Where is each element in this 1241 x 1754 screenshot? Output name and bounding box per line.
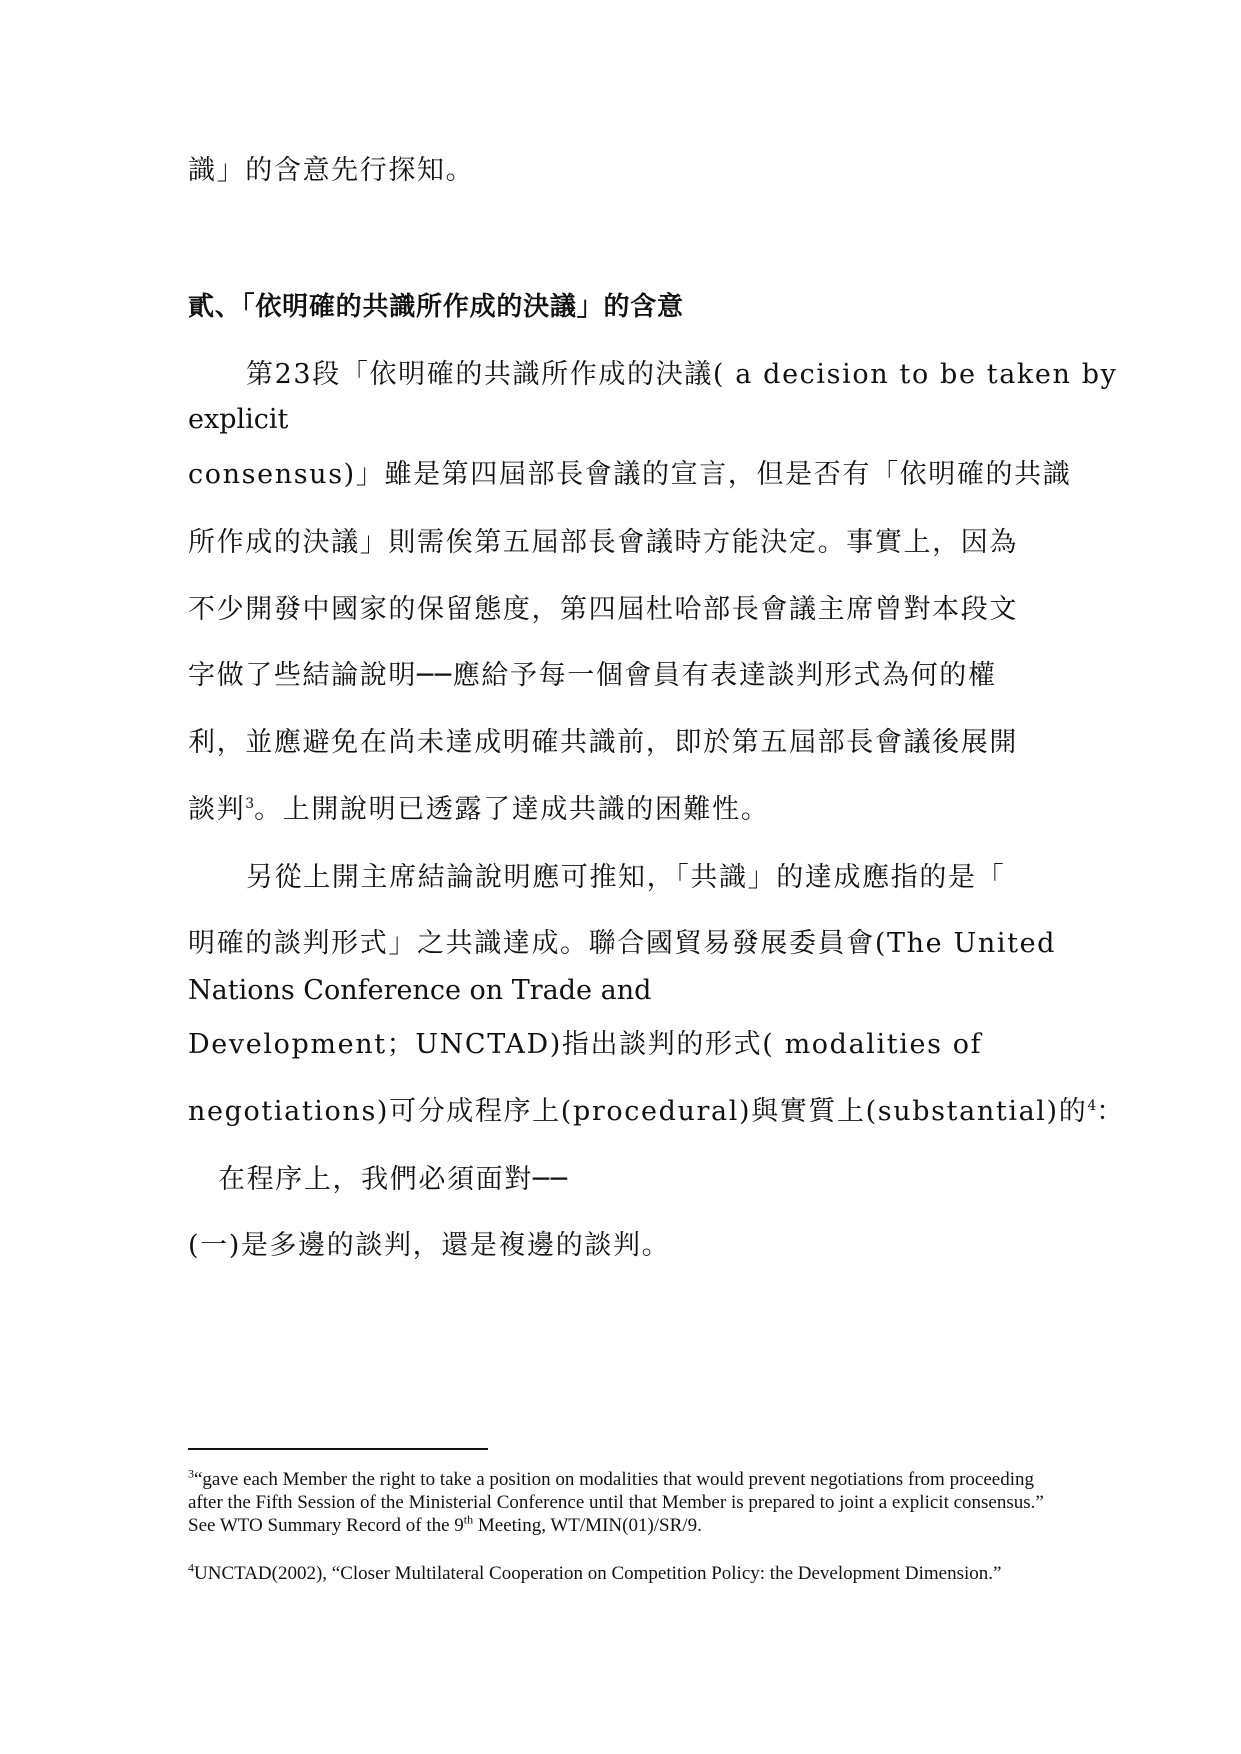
section-heading: 貳、「依明確的共識所作成的決議」的含意: [188, 292, 684, 322]
paragraph-line: 在程序上，我們必須面對──: [218, 1164, 569, 1195]
line-text: ：: [1096, 1096, 1125, 1127]
paragraph-line: 字做了些結論說明──應給予每一個會員有表達談判形式為何的權: [188, 660, 997, 691]
paragraph-line: 識」的含意先行探知。: [188, 155, 475, 186]
paragraph-line: explicit: [188, 404, 289, 435]
paragraph-line: [188, 787, 769, 826]
paragraph-line: (一)是多邊的談判，還是複邊的談判。: [188, 1230, 671, 1261]
paragraph-line: 另從上開主席結論說明應可推知，「共識」的達成應指的是「: [246, 862, 1006, 893]
footnote-ref-4[interactable]: 4: [1087, 1098, 1097, 1114]
footnote-mark: 3: [188, 1466, 194, 1481]
footnote-mark: 4: [188, 1560, 194, 1575]
line-text: 。上開說明已透露了達成共識的困難性。: [254, 794, 770, 825]
line-text: 談判: [188, 794, 246, 825]
paragraph-line: Nations Conference on Trade and: [188, 975, 652, 1006]
paragraph-line: consensus)」雖是第四屆部長會議的宣言，但是否有「依明確的共識: [188, 459, 1072, 490]
paragraph-line: Development；UNCTAD)指出談判的形式( modalities of: [188, 1029, 983, 1060]
footnote-3: [188, 1468, 1068, 1537]
footnote-text: UNCTAD(2002), “Closer Multilateral Cooperation on Competition Policy: the Development Dimension.”: [194, 1563, 1002, 1584]
footnote-text: Meeting, WT/MIN(01)/SR/9.: [473, 1515, 702, 1536]
footnote-text: “gave each Member the right to take a position on modalities that would prevent negotiations from proceeding after the Fifth Session of the Ministerial Conference until that Member is prepared to joint a explicit consensus.” See WTO Summary Record of the 9: [188, 1469, 1044, 1536]
paragraph-line: 第23段「依明確的共識所作成的決議( a decision to be taken by: [246, 359, 1118, 390]
paragraph-line: 所作成的決議」則需俟第五屆部長會議時方能決定。事實上，因為: [188, 527, 1018, 558]
paragraph-line: 明確的談判形式」之共識達成。聯合國貿易發展委員會(The United: [188, 928, 1057, 959]
paragraph-line: [188, 1089, 1125, 1128]
footnote-4: [188, 1562, 1068, 1585]
ordinal-suffix: th: [463, 1512, 474, 1527]
footnote-separator: [188, 1448, 488, 1450]
footnote-ref-3[interactable]: 3: [245, 796, 255, 812]
paragraph-line: 不少開發中國家的保留態度，第四屆杜哈部長會議主席曾對本段文: [188, 594, 1018, 625]
line-text: negotiations)可分成程序上(procedural)與實質上(substantial)的: [188, 1096, 1088, 1127]
paragraph-line: 利，並應避免在尚未達成明確共識前，即於第五屆部長會議後展開: [188, 727, 1018, 758]
